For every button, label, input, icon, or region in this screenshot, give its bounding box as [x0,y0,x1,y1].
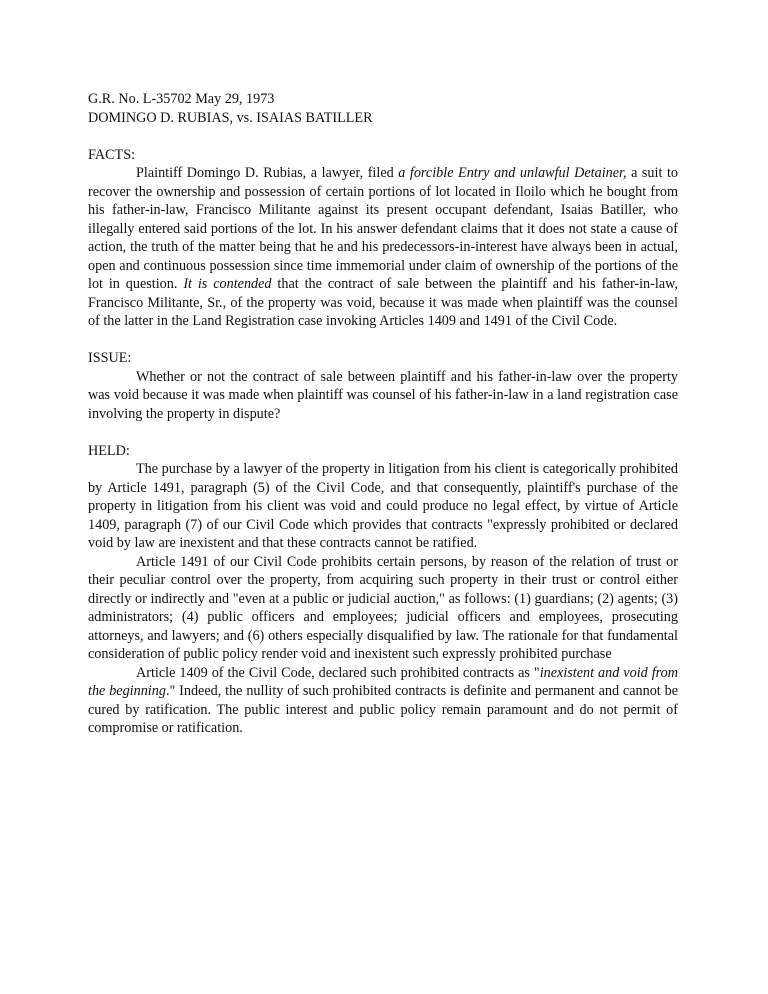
issue-paragraph: Whether or not the contract of sale between plaintiff and his father-in-law over the property was void because it was made when plaintiff was counsel of his father-in-law in a land registration case involving the property in dispute? [88,368,678,422]
spacer [88,127,678,146]
case-parties: DOMINGO D. RUBIAS, vs. ISAIAS BATILLER [88,109,373,126]
held-text-1: Article 1409 of the Civil Code, declared such prohibited contracts as " [136,664,540,681]
spacer [88,423,678,442]
held-paragraph-3 [88,664,678,738]
facts-emphasis-2: It is contended [183,276,272,292]
held-text-2: ." Indeed, the nullity of such prohibited contracts is definite and permanent and cannot be cured by ratification. The public interest and public policy remain paramount and do not permit of compromise or ratification. [88,683,678,736]
held-paragraph-1: The purchase by a lawyer of the property in litigation from his client is categorically prohibited by Article 1491, paragraph (5) of the Civil Code, and that consequently, plaintiff's purchase of the property in litigation from his client was void and could produce no legal effect, by virtue of Article 1409, paragraph (7) of our Civil Code which provides that contracts "expressly prohibited or declared void by law are inexistent and that these contracts cannot be ratified. [88,461,678,551]
facts-paragraph [88,164,678,331]
document-page [88,90,678,738]
facts-text-3: that the contract of sale between the plaintiff and his father-in-law, Francisco Militante, Sr., of the property was void, because it was made when plaintiff was the counsel of the latter in the Land Registration case invoking Articles 1409 and 1491 of the Civil Code. [88,276,678,329]
issue-heading: ISSUE: [88,350,132,366]
held-paragraph-2: Article 1491 of our Civil Code prohibits certain persons, by reason of the relation of trust or their peculiar control over the property, from acquiring such property in their trust or control either directly or indirectly and "even at a public or judicial auction," as follows: (1) guardians; (2) agents; (3) administrators; (4) public officers and employees; judicial officers and employees, prosecuting attorneys, and lawyers; and (6) others especially disqualified by law. The rationale for that fundamental consideration of public policy render void and inexistent such expressly prohibited purchase [88,553,678,662]
spacer [88,331,678,350]
facts-heading: FACTS: [88,146,136,163]
facts-emphasis-1: a forcible Entry and unlawful Detainer, [398,165,627,181]
facts-text-1: Plaintiff Domingo D. Rubias, a lawyer, filed [136,165,399,181]
facts-text-2: a suit to recover the ownership and possession of certain portions of lot located in Iloilo which he bought from his father-in-law, Francisco Militante against its present occupant defendant, Isaias Batiller, who illegally entered said portions of the lot. In his answer defendant claims that it does not state a cause of action, the truth of the matter being that he and his predecessors-in-interest have always been in actual, open and continuous possession since time immemorial under claim of ownership of the portions of the lot in question. [88,165,678,292]
held-heading: HELD: [88,442,130,459]
held-emphasis: inexistent and void from the beginning [88,664,678,699]
case-citation: G.R. No. L-35702 May 29, 1973 [88,91,275,107]
